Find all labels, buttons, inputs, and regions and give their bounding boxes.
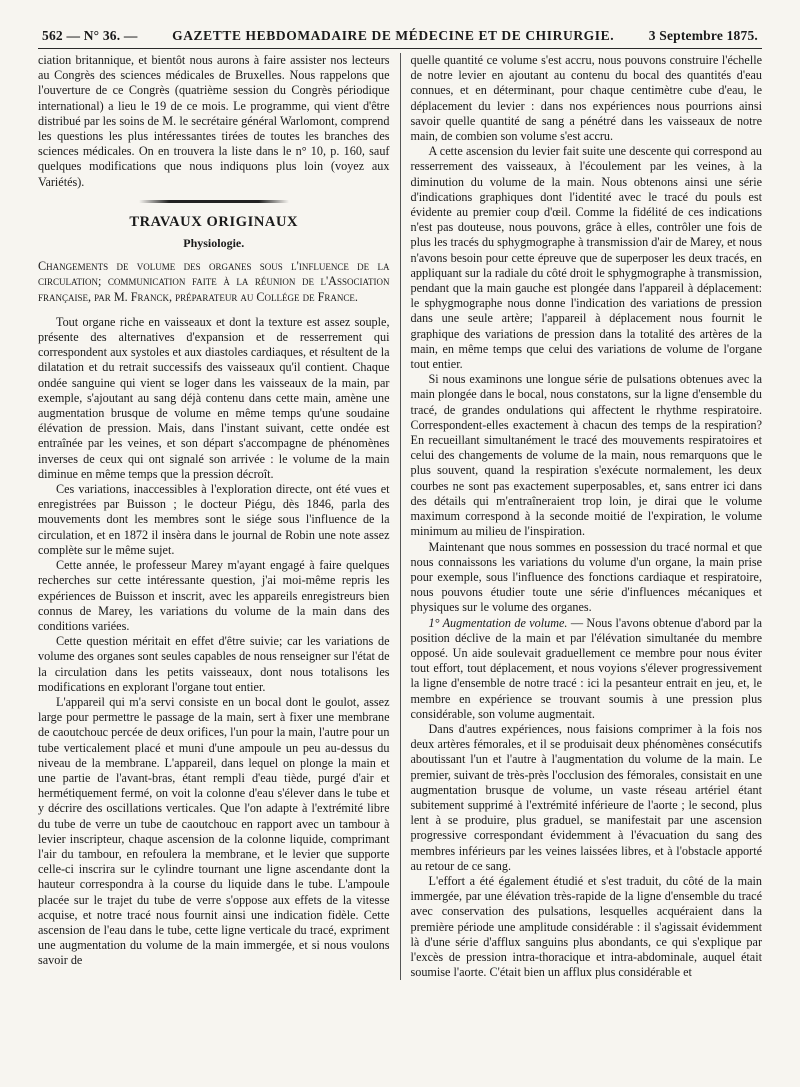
paragraph: L'appareil qui m'a servi consiste en un bocal dont le goulot, assez large pour permettre le passage de la main, sert à fixer une membrane de caoutchouc percée de deux orifices, l'un pour la main, l'autre pour un tube verticalement placé et muni d'une ampoule un peu au-dessus du niveau de la membrane. L'appareil, dans lequel on plonge la main et une partie de l'avant-bras, étant rempli d'eau tiède, purgé d'air et hermétiquement fermé, on voit la colonne d'eau s'élever dans le tube et y décrire des oscillations verticales. Que l'on adapte à l'extrémité libre du tube de verre un tube de caoutchouc en rapport avec un tambour à levier inscripteur, chaque ascension de la colonne liquide, comprimant l'air du tambour, en refoulera la membrane, et le levier que supporte celle-ci inscrira sur le cylindre tournant une ligne ascendante dont la hauteur correspondra à la course du liquide dans le tube. L'ampoule placée sur le trajet du tube de verre s'oppose aux effets de la vitesse acquise, et notre tracé nous fournit ainsi une indication fidèle. Cette ascension de l'eau dans le tube, cette ligne verticale du tracé, expriment une augmentation du volume de la main immergée, et si nous voulons savoir de — [38, 694, 390, 968]
article-title: Changements de volume des organes sous l'influence de la circulation; communication faite à la réunion de l'Association française, par M. Franck, préparateur au Collége de France. — [38, 259, 390, 304]
section-title: TRAVAUX ORIGINAUX — [129, 213, 299, 230]
paragraph: Ces variations, inaccessibles à l'exploration directe, ont été vues et enregistrées par Buisson ; le docteur Piégu, dès 1846, parla des mouvements dont les membres sont le siége sous l'influence de la circulation, et en 1872 il insèra dans le journal de Robin une note assez complète sur le même sujet. — [38, 482, 390, 557]
page-number-issue — [42, 28, 138, 44]
paragraph: Cette année, le professeur Marey m'ayant engagé à faire quelques recherches sur cette intéressante question, j'ai moi-même repris les expériences de Buisson et inscrit, avec les appareils enregistreurs bien connus de Marey, les variations du volume de la main dans des conditions variées. — [38, 558, 390, 633]
page-number: 562 — [42, 28, 63, 43]
journal-title: GAZETTE HEBDOMADAIRE DE MÉDECINE ET DE CHIRURGIE. — [172, 28, 615, 43]
two-column-body — [38, 53, 762, 980]
paragraph: Cette question méritait en effet d'être suivie; car les variations de volume des organes sont seules capables de nous renseigner sur l'état de la circulation dans les petits vaisseaux, dont nous totalisons les modifications en explorant l'organe tout entier. — [38, 634, 390, 694]
paragraph: Dans d'autres expériences, nous faisions comprimer à la fois nos deux artères fémorales, et il se produisait deux phénomènes consécutifs aboutissant l'un et l'autre à l'augmentation du volume de la main. Le premier, suivant de très-près l'occlusion des fémorales, consistait en une augmentation brusque de volume, un vaste réseau artériel étant subitement supprimé à l'extrémité inférieure de l'aorte ; le second, plus lent à se produire, plus graduel, se manifestait par une ascension progressive correspondant évidemment à l'évacuation du sang des membres inférieurs par les veines laissées libres, et à l'obstacle apporté au retour de ce sang. — [410, 721, 762, 873]
right-column — [411, 53, 763, 980]
paragraph: Maintenant que nous sommes en possession du tracé normal et que nous connaissons les variations du volume d'un organe, la main prise pour exemple, sous l'influence des fonctions cardiaque et respiratoire, nous pouvons étudier toute une série d'influences mécaniques et physiques sur le volume des organes. — [410, 539, 762, 615]
paragraph: quelle quantité ce volume s'est accru, nous pouvons construire l'échelle de notre levier en ajoutant au contenu du bocal des quantités d'eau connues, et en déterminant, pour chaque centimètre cube d'eau, le déplacement du levier : dans nos expériences nous pourrions ainsi savoir quelle quantité de sang a pénétré dans les vaisseaux de notre main, de combien son volume s'est accru. — [410, 53, 762, 144]
issue-number: — N° 36. — — [66, 28, 138, 43]
paragraph: A cette ascension du levier fait suite une descente qui correspond au resserrement des vaisseaux, à l'écoulement par les veines, à la diminution du volume de la main. Nous obtenons ainsi une série d'indications graphiques dont l'identité avec le tracé du pouls est évidente au premier coup d'œil. Comme la fidélité de ces indications n'est pas douteuse, nous pouvons, grâce à elles, contrôler une fois de plus les tracés du sphygmographe à transmission d'air de Marey, et nous n'avons besoin pour cette épreuve que de superposer les deux tracés, en appliquant sur la radiale du côté droit le sphygmographe à transmission, pendant que la main gauche est plongée dans l'appareil à déplacement: le sphygmographe nous donne l'indication des variations de pression dans une seule artère; l'appareil à déplacement nous fournit le graphique des variations de pression dans la totalité des artères de la main, en même temps que celui des variations de volume de l'organe tout entier. — [410, 144, 762, 372]
paragraph-body: — Nous l'avons obtenue d'abord par la position déclive de la main et par l'élévation simultanée du membre opposé. Un aide soulevait graduellement ce membre pour nous éviter tout effort, tout déplacement, et nous voyions s'élever progressivement la ligne d'ensemble de notre tracé : ici la pesanteur entrait en jeu, et, le membre en expérience se trouvant soumis à une pression plus considérable, son volume augmentait. — [410, 615, 762, 721]
paragraph-lead: 1° Augmentation de volume. — [428, 615, 568, 630]
paragraph — [411, 616, 763, 722]
section-divider — [139, 200, 289, 203]
left-column — [38, 53, 390, 980]
subsection-title: Physiologie. — [183, 236, 245, 251]
paragraph: Tout organe riche en vaisseaux et dont la texture est assez souple, présente des alternatives d'expansion et de resserrement qui correspondent aux systoles et aux diastoles cardiaques, et résultent de la dilatation et du retrait successifs des vaisseaux qu'il contient. Chaque ondée sanguine qui vient se loger dans les vaisseaux de la main, par exemple, s'ajoutant au sang déjà contenu dans cette main, amène une augmentation brusque de volume en même temps qu'une soudaine élévation de pression. Mais, dans l'instant suivant, cette ondée est entraînée par les veines, et son départ s'accompagne de phénomènes inverses de ceux qui ont signalé son arrivée : le volume de la main diminue en même temps que la pression décroît. — [38, 314, 390, 481]
issue-date: 3 Septembre 1875. — [648, 28, 758, 43]
paragraph: Si nous examinons une longue série de pulsations obtenues avec la main plongée dans le bocal, nous constatons, sur la ligne d'ensemble du tracé, de grandes ondulations qui affectent le rhythme respiratoire. Correspondent-elles exactement à chacun des temps de la respiration? En recueillant simultanément le tracé des mouvements respiratoires et celui des changements de volume de la main, nous remarquons que le plus souvent, quand la respiration s'exécute normalement, les deux courbes ne sont pas exactement superposables, et, sans entrer ici dans des détails qui m'entraîneraient trop loin, je dirai que le volume maximum correspond à la seconde moitié de l'expiration, le volume minimum au milieu de l'inspiration. — [410, 372, 762, 539]
paragraph: L'effort a été également étudié et s'est traduit, du côté de la main immergée, par une élévation très-rapide de la ligne d'ensemble du tracé avec conservation des pulsations, lesquelles acquéraient dans la première période une amplitude considérable : il s'agissait évidemment là d'une série d'afflux sanguins plus abondants, ce qui s'explique par l'excès de pression intra-thoracique et intra-abdominale, auquel était soumise l'aorte. C'était bien un afflux plus considérable et — [410, 873, 762, 980]
page-header — [38, 28, 762, 49]
column-rule — [400, 53, 401, 980]
intro-paragraph: ciation britannique, et bientôt nous aurons à faire assister nos lecteurs au Congrès des sciences médicales de Bruxelles. Nous rappelons que l'ouverture de ce Congrès (quatrième session du Congrès périodique international) a lieu le 19 de ce mois. Le programme, qui vient d'être distribué par les soins de M. le secrétaire général Warlomont, comprend les questions les plus intéressantes tirées de toutes les branches des sciences médicales. On en trouvera la liste dans le n° 10, p. 160, sauf quelques modifications que nous indiquons plus loin (voyez aux Variétés). — [38, 53, 390, 189]
